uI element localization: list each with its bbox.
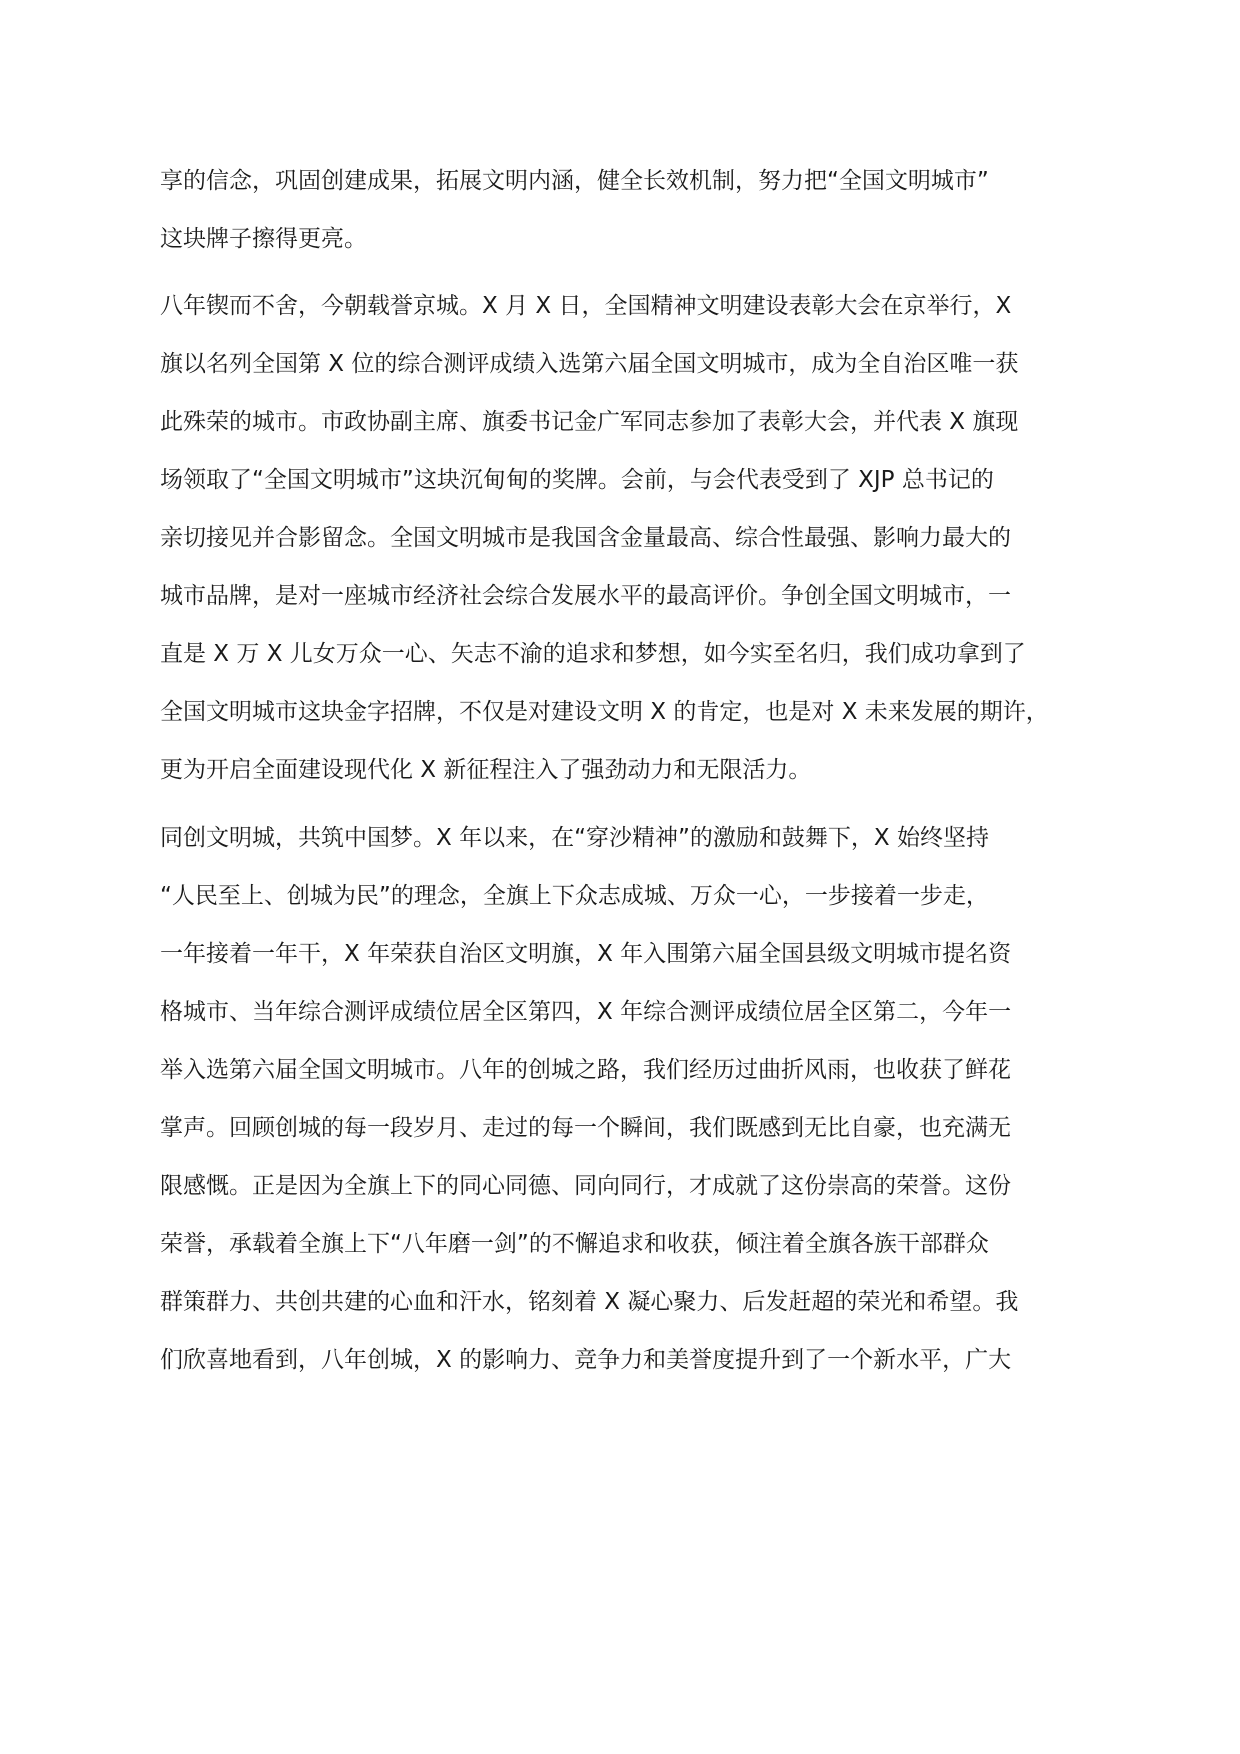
text-line: 享的信念，巩固创建成果，拓展文明内涵，健全长效机制，努力把“全国文明城市” xyxy=(160,168,989,194)
text-line: 亲切接见并合影留念。全国文明城市是我国含金量最高、综合性最强、影响力最大的 xyxy=(160,525,1011,551)
text-line: 荣誉，承载着全旗上下“八年磨一剑”的不懈追求和收获，倾注着全旗各族干部群众 xyxy=(160,1231,989,1257)
text-line: 城市品牌，是对一座城市经济社会综合发展水平的最高评价。争创全国文明城市，一 xyxy=(160,583,1011,609)
text-line: 举入选第六届全国文明城市。八年的创城之路，我们经历过曲折风雨，也收获了鲜花 xyxy=(160,1057,1011,1083)
text-line: 更为开启全面建设现代化 X 新征程注入了强劲动力和无限活力。 xyxy=(160,757,812,783)
text-line: 场领取了“全国文明城市”这块沉甸甸的奖牌。会前，与会代表受到了 XJP 总书记的 xyxy=(160,467,994,493)
text-line: 八年锲而不舍，今朝载誉京城。X 月 X 日，全国精神文明建设表彰大会在京举行，X xyxy=(160,293,1012,319)
text-line: 全国文明城市这块金字招牌，不仅是对建设文明 X 的肯定，也是对 X 未来发展的期许， xyxy=(160,699,1049,725)
text-line: 限感慨。正是因为全旗上下的同心同德、同向同行，才成就了这份崇高的荣誉。这份 xyxy=(160,1173,1011,1199)
text-line: 群策群力、共创共建的心血和汗水，铭刻着 X 凝心聚力、后发赶超的荣光和希望。我 xyxy=(160,1289,1019,1315)
text-line: 格城市、当年综合测评成绩位居全区第四，X 年综合测评成绩位居全区第二，今年一 xyxy=(160,999,1012,1025)
text-line: 掌声。回顾创城的每一段岁月、走过的每一个瞬间，我们既感到无比自豪，也充满无 xyxy=(160,1115,1011,1141)
text-line: 同创文明城，共筑中国梦。X 年以来，在“穿沙精神”的激励和鼓舞下，X 始终坚持 xyxy=(160,825,989,851)
text-line: 一年接着一年干，X 年荣获自治区文明旗，X 年入围第六届全国县级文明城市提名资 xyxy=(160,941,1012,967)
text-line: 直是 X 万 X 儿女万众一心、矢志不渝的追求和梦想，如今实至名归，我们成功拿到了 xyxy=(160,641,1026,667)
text-line: 们欣喜地看到，八年创城，X 的影响力、竞争力和美誉度提升到了一个新水平，广大 xyxy=(160,1347,1012,1373)
text-line: 此殊荣的城市。市政协副主席、旗委书记金广军同志参加了表彰大会，并代表 X 旗现 xyxy=(160,409,1019,435)
text-line: “人民至上、创城为民”的理念，全旗上下众志成城、万众一心，一步接着一步走， xyxy=(160,883,989,909)
text-line: 这块牌子擦得更亮。 xyxy=(160,226,367,252)
text-line: 旗以名列全国第 X 位的综合测评成绩入选第六届全国文明城市，成为全自治区唯一获 xyxy=(160,351,1019,377)
